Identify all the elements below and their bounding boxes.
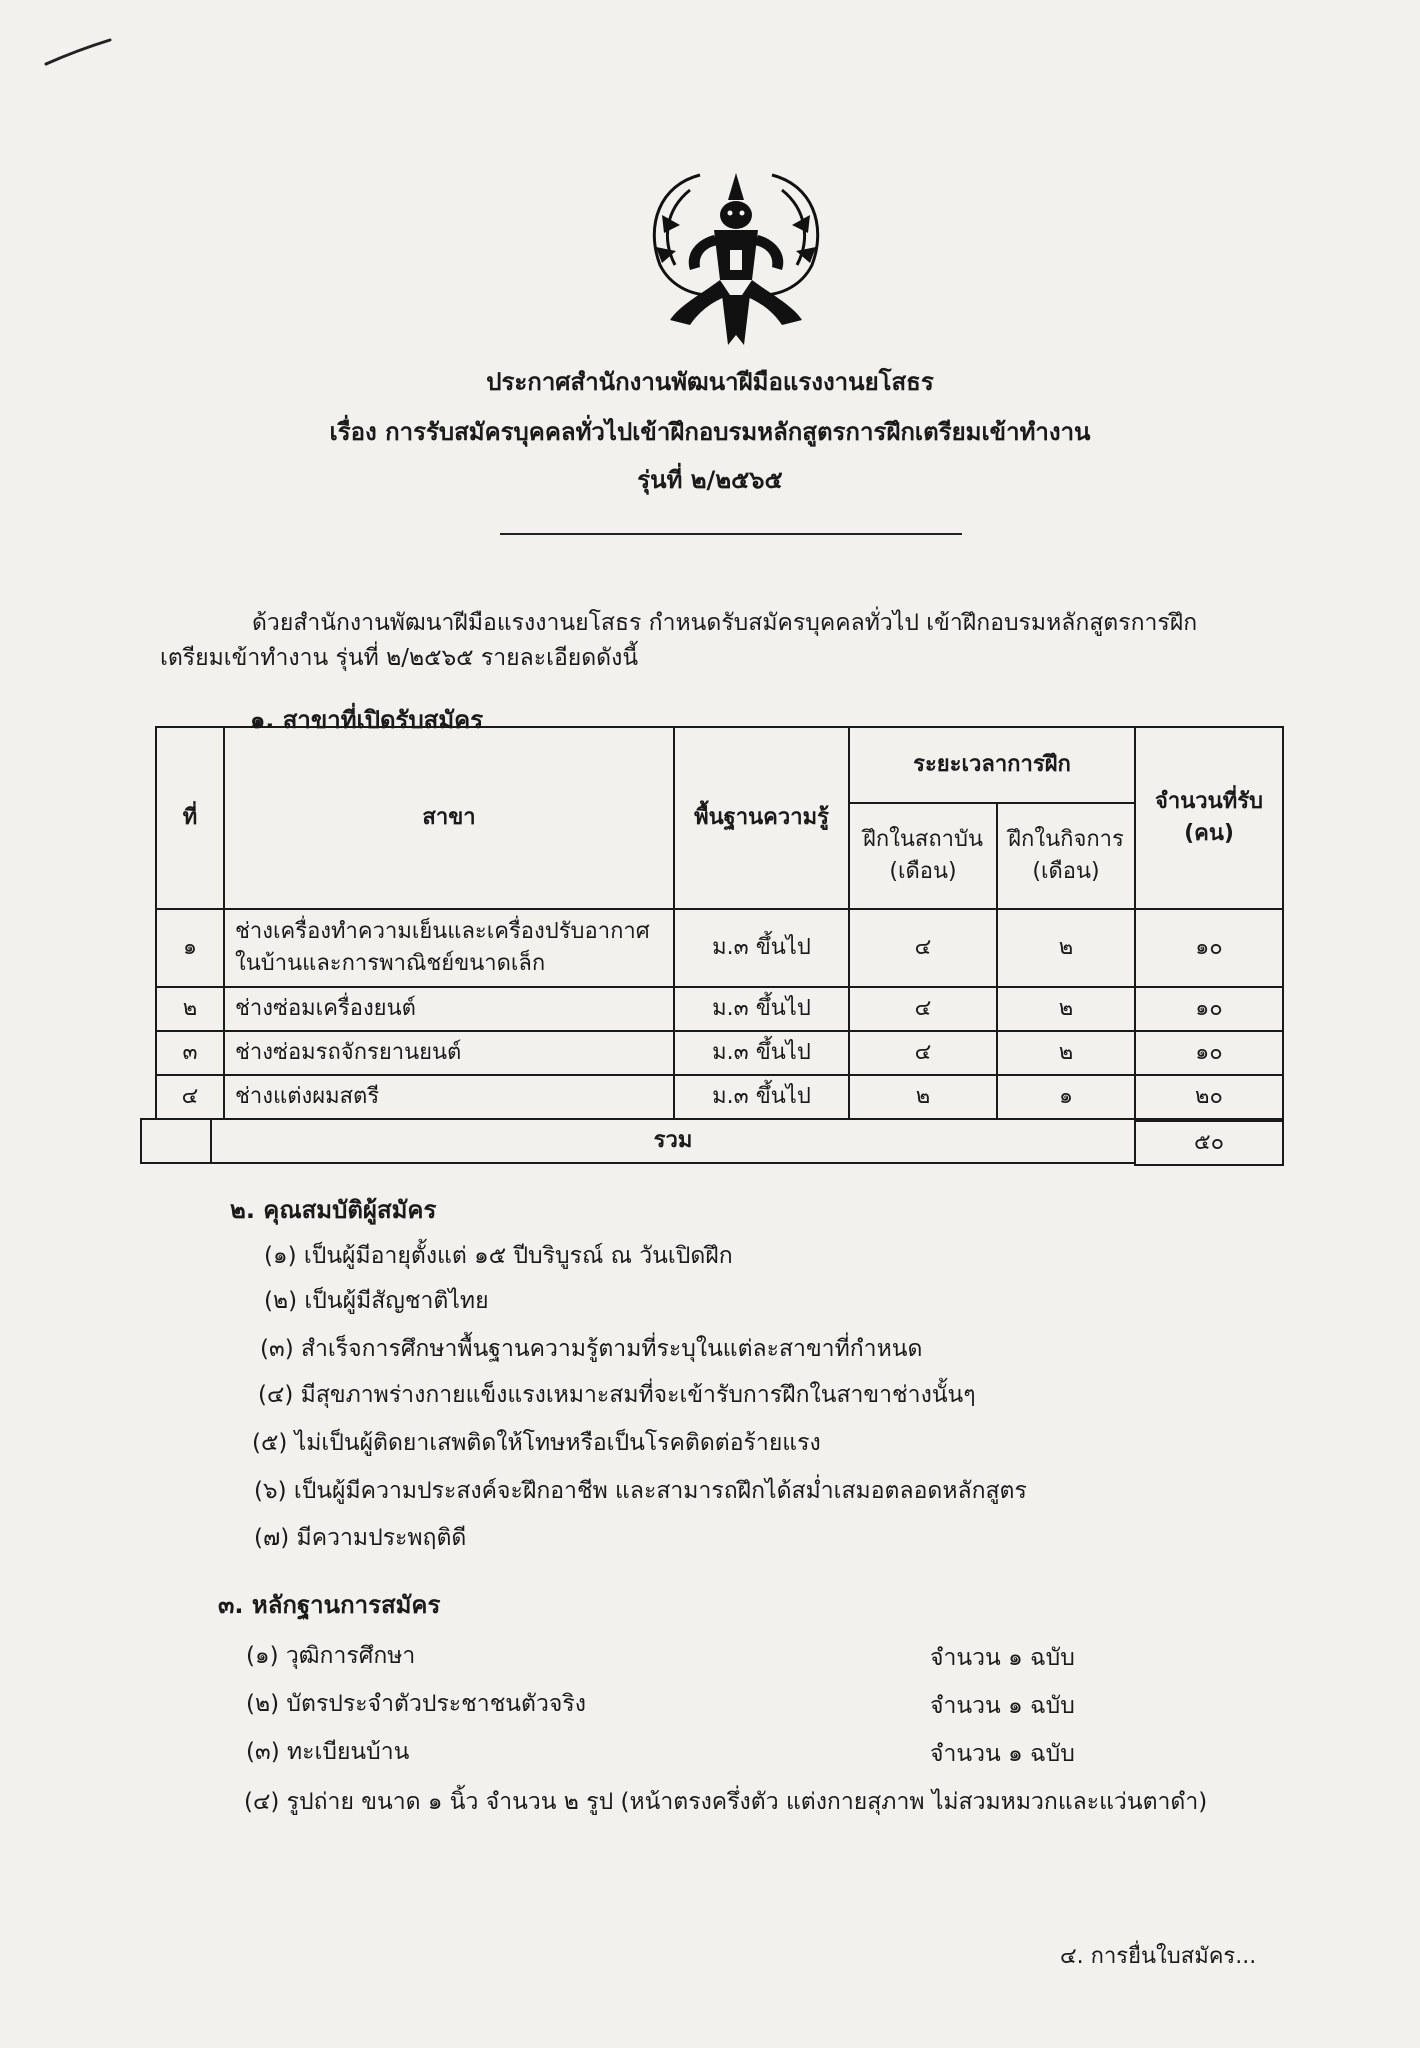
table-cell-company: ๒: [996, 986, 1136, 1032]
col-header-count: จำนวนที่รับ (คน): [1134, 726, 1284, 910]
table-total-value: ๕๐: [1134, 1120, 1284, 1166]
document-item: (๔) รูปถ่าย ขนาด ๑ นิ้ว จำนวน ๒ รูป (หน้าตรงครึ่งตัว แต่งกายสุภาพ ไม่สวมหมวกและแว่นตาดำ): [244, 1789, 1208, 1815]
qualification-item: (๒) เป็นผู้มีสัญชาติไทย: [264, 1288, 489, 1314]
qualification-item: (๓) สำเร็จการศึกษาพื้นฐานความรู้ตามที่ระบุในแต่ละสาขาที่กำหนด: [260, 1336, 923, 1362]
col-header-institute: ฝึกในสถาบัน (เดือน): [848, 802, 998, 910]
table-cell-branch: ช่างแต่งผมสตรี: [223, 1074, 675, 1120]
table-cell-empty: [140, 1118, 212, 1164]
table-cell-no: ๔: [155, 1074, 225, 1120]
section-1-title: ๑. สาขาที่เปิดรับสมัคร: [250, 706, 484, 734]
qualification-item: (๗) มีความประพฤติดี: [254, 1525, 467, 1551]
table-cell-institute: ๔: [848, 986, 998, 1032]
intro-line-1: ด้วยสำนักงานพัฒนาฝีมือแรงงานยโสธร กำหนดรับสมัครบุคคลทั่วไป เข้าฝึกอบรมหลักสูตรการฝึก: [252, 610, 1198, 636]
pen-mark-icon: [44, 38, 114, 68]
table-cell-count: ๑๐: [1134, 908, 1284, 988]
qualification-item: (๔) มีสุขภาพร่างกายแข็งแรงเหมาะสมที่จะเข้ารับการฝึกในสาขาช่างนั้นๆ: [258, 1382, 976, 1408]
table-cell-company: ๒: [996, 1030, 1136, 1076]
col-header-basis: พื้นฐานความรู้: [673, 726, 850, 910]
table-cell-count: ๑๐: [1134, 1030, 1284, 1076]
document-qty: จำนวน ๑ ฉบับ: [930, 1645, 1075, 1671]
table-cell-no: ๒: [155, 986, 225, 1032]
title-line-3: รุ่นที่ ๒/๒๕๖๕: [637, 466, 783, 494]
table-cell-basis: ม.๓ ขึ้นไป: [673, 1030, 850, 1076]
col-header-no: ที่: [155, 726, 225, 910]
section-3-title: ๓. หลักฐานการสมัคร: [218, 1591, 441, 1619]
qualification-item: (๑) เป็นผู้มีอายุตั้งแต่ ๑๕ ปีบริบูรณ์ ณ วันเปิดฝึก: [264, 1243, 733, 1269]
title-divider: [500, 533, 962, 535]
table-cell-basis: ม.๓ ขึ้นไป: [673, 908, 850, 988]
col-header-duration: ระยะเวลาการฝึก: [848, 726, 1136, 804]
intro-line-2: เตรียมเข้าทำงาน รุ่นที่ ๒/๒๕๖๕ รายละเอียดดังนี้: [160, 645, 639, 671]
table-cell-basis: ม.๓ ขึ้นไป: [673, 1074, 850, 1120]
col-header-branch: สาขา: [223, 726, 675, 910]
next-page-label: ๔. การยื่นใบสมัคร...: [1060, 1944, 1257, 1969]
table-cell-branch: ช่างซ่อมเครื่องยนต์: [223, 986, 675, 1032]
document-item: (๓) ทะเบียนบ้าน: [246, 1739, 410, 1765]
garuda-emblem-icon: [640, 155, 832, 355]
document-qty: จำนวน ๑ ฉบับ: [930, 1693, 1075, 1719]
col-header-company: ฝึกในกิจการ (เดือน): [996, 802, 1136, 910]
table-total-label: รวม: [210, 1118, 1136, 1164]
qualification-item: (๕) ไม่เป็นผู้ติดยาเสพติดให้โทษหรือเป็นโรคติดต่อร้ายแรง: [252, 1430, 821, 1456]
document-item: (๒) บัตรประจำตัวประชาชนตัวจริง: [246, 1691, 586, 1717]
table-cell-no: ๑: [155, 908, 225, 988]
document-qty: จำนวน ๑ ฉบับ: [930, 1741, 1075, 1767]
title-line-2: เรื่อง การรับสมัครบุคคลทั่วไปเข้าฝึกอบรมหลักสูตรการฝึกเตรียมเข้าทำงาน: [329, 418, 1091, 446]
table-cell-branch: ช่างเครื่องทำความเย็นและเครื่องปรับอากาศ ในบ้านและการพาณิชย์ขนาดเล็ก: [223, 908, 675, 988]
section-2-title: ๒. คุณสมบัติผู้สมัคร: [230, 1196, 437, 1224]
table-cell-no: ๓: [155, 1030, 225, 1076]
qualification-item: (๖) เป็นผู้มีความประสงค์จะฝึกอาชีพ และสามารถฝึกได้สม่ำเสมอตลอดหลักสูตร: [254, 1478, 1027, 1504]
branches-table: [140, 722, 1286, 1178]
document-item: (๑) วุฒิการศึกษา: [246, 1643, 416, 1669]
table-cell-basis: ม.๓ ขึ้นไป: [673, 986, 850, 1032]
table-cell-institute: ๔: [848, 908, 998, 988]
table-cell-company: ๑: [996, 1074, 1136, 1120]
table-cell-count: ๒๐: [1134, 1074, 1284, 1120]
table-cell-institute: ๒: [848, 1074, 998, 1120]
table-cell-branch: ช่างซ่อมรถจักรยานยนต์: [223, 1030, 675, 1076]
table-cell-institute: ๔: [848, 1030, 998, 1076]
title-line-1: ประกาศสำนักงานพัฒนาฝีมือแรงงานยโสธร: [486, 368, 934, 396]
table-cell-count: ๑๐: [1134, 986, 1284, 1032]
table-cell-company: ๒: [996, 908, 1136, 988]
